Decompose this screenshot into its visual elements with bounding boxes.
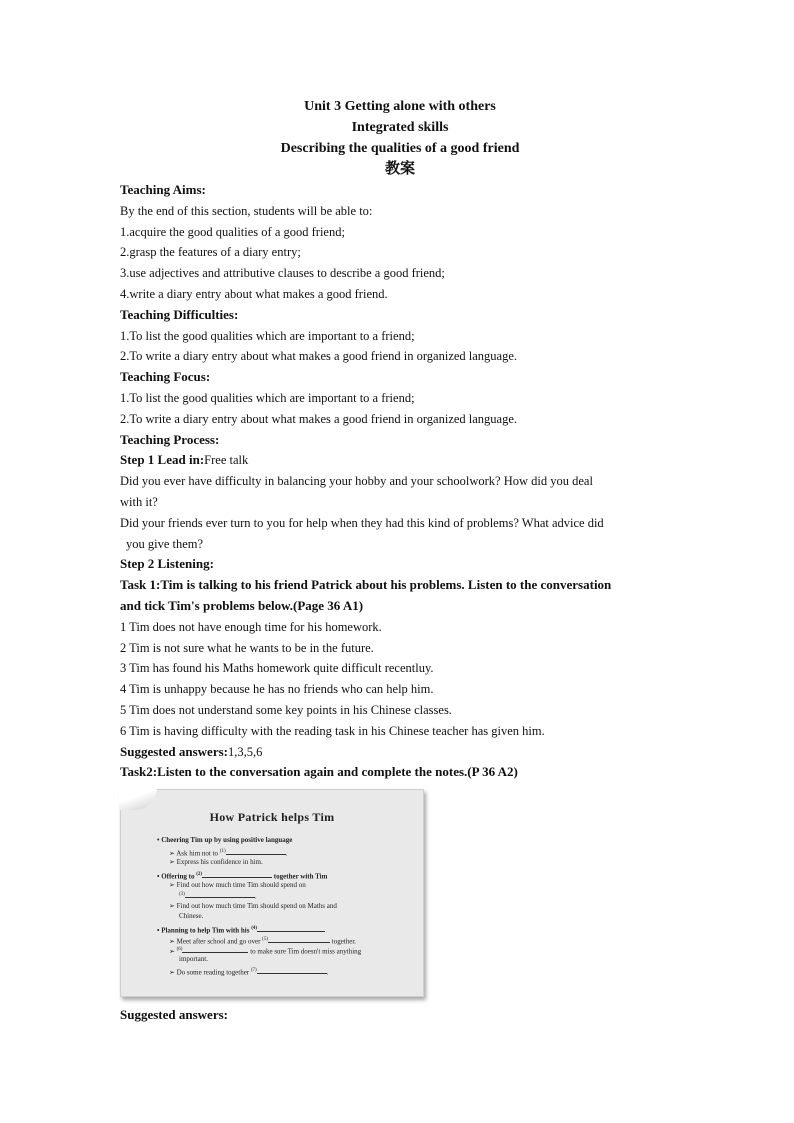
task1-instruction-cont: and tick Tim's problems below.(Page 36 A1) — [120, 597, 364, 613]
notes-figure — [120, 789, 424, 997]
task1-item: 1 Tim does not have enough time for his homework. — [120, 619, 382, 634]
lesson-plan-label: 教案 — [384, 161, 415, 177]
task2-instruction: Task2:Listen to the conversation again and complete the notes.(P 36 A2) — [120, 764, 518, 780]
figure-bullet: • Planning to help Tim with his $^{(4)}$ — [157, 924, 325, 935]
aims-item: 2.grasp the features of a diary entry; — [120, 245, 301, 260]
figure-subitem: ➢ Find out how much time Tim should spend on Maths and — [169, 902, 337, 911]
page-curl — [119, 788, 157, 810]
figure-subitem: ➢ Meet after school and go over $^{(5)}$ together. — [169, 937, 357, 946]
aims-item: 1.acquire the good qualities of a good friend; — [120, 224, 345, 239]
figure-subitem: important. — [179, 955, 208, 964]
aims-item: 3.use adjectives and attributive clauses to describe a good friend; — [120, 266, 445, 281]
step1-question-cont: with it? — [120, 494, 158, 509]
focus-heading: Teaching Focus: — [120, 369, 211, 385]
task1-item: 4 Tim is unhappy because he has no friends who can help him. — [120, 682, 434, 697]
difficulties-heading: Teaching Difficulties: — [120, 306, 239, 322]
focus-item: 1.To list the good qualities which are important to a friend; — [120, 390, 415, 405]
figure-bullet: • Cheering Tim up by using positive language — [157, 836, 293, 845]
step1-question: Did you ever have difficulty in balancing your hobby and your schoolwork? How did you deal — [120, 474, 593, 489]
task1-answers — [120, 742, 680, 763]
task1-item: 6 Tim is having difficulty with the reading task in his Chinese teacher has given him. — [120, 723, 545, 738]
difficulties-item: 1.To list the good qualities which are important to a friend; — [120, 328, 415, 343]
step1-question-cont: you give them? — [126, 536, 204, 551]
figure-subitem: ➢ Express his confidence in him. — [169, 858, 263, 867]
answers2-label: Suggested answers: — [120, 1007, 228, 1023]
section-title: Integrated skills — [351, 120, 449, 135]
figure-subitem: ➢ Find out how much time Tim should spend on — [169, 881, 306, 890]
document-page — [120, 96, 680, 1026]
aims-item: 4.write a diary entry about what makes a good friend. — [120, 286, 388, 301]
task1-item: 2 Tim is not sure what he wants to be in the future. — [120, 640, 374, 655]
aims-heading: Teaching Aims: — [120, 182, 206, 197]
answers-label: Suggested answers: — [120, 743, 228, 759]
figure-bullet: • Offering to $^{(2)}$ together with Tim — [157, 872, 328, 881]
step1-text: Free talk — [204, 453, 249, 468]
unit-title: Unit 3 Getting alone with others — [304, 99, 496, 114]
task1-item: 3 Tim has found his Maths homework quite difficult recentluy. — [120, 661, 434, 676]
figure-subitem: $^{(3)}$ . — [179, 892, 257, 901]
process-heading: Teaching Process: — [120, 431, 220, 447]
figure-title: How Patrick helps Tim — [209, 810, 335, 825]
figure-subitem: ➢ Do some reading together $^{(7)}$ . — [169, 968, 329, 977]
focus-item: 2.To write a diary entry about what makes a good friend in organized language. — [120, 411, 518, 426]
figure-subitem: ➢ Ask him not to $^{(1)}$ . — [169, 849, 288, 858]
answers-value: 1,3,5,6 — [227, 744, 263, 759]
lesson-title: Describing the qualities of a good friend — [280, 141, 520, 156]
figure-subitem: ➢ $^{(6)}$ to make sure Tim doesn't miss anything — [169, 947, 362, 956]
figure-subitem: Chinese. — [179, 912, 204, 921]
step1-line — [120, 450, 680, 471]
difficulties-item: 2.To write a diary entry about what makes a good friend in organized language. — [120, 349, 518, 364]
aims-intro: By the end of this section, students will be able to: — [120, 203, 373, 218]
task1-item: 5 Tim does not understand some key points in his Chinese classes. — [120, 702, 452, 717]
step2-label: Step 2 Listening: — [120, 556, 214, 572]
step1-label: Step 1 Lead in: — [120, 452, 205, 468]
step1-question: Did your friends ever turn to you for help when they had this kind of problems? What advice did — [120, 515, 604, 530]
task1-instruction: Task 1:Tim is talking to his friend Patrick about his problems. Listen to the conversation — [120, 577, 612, 593]
